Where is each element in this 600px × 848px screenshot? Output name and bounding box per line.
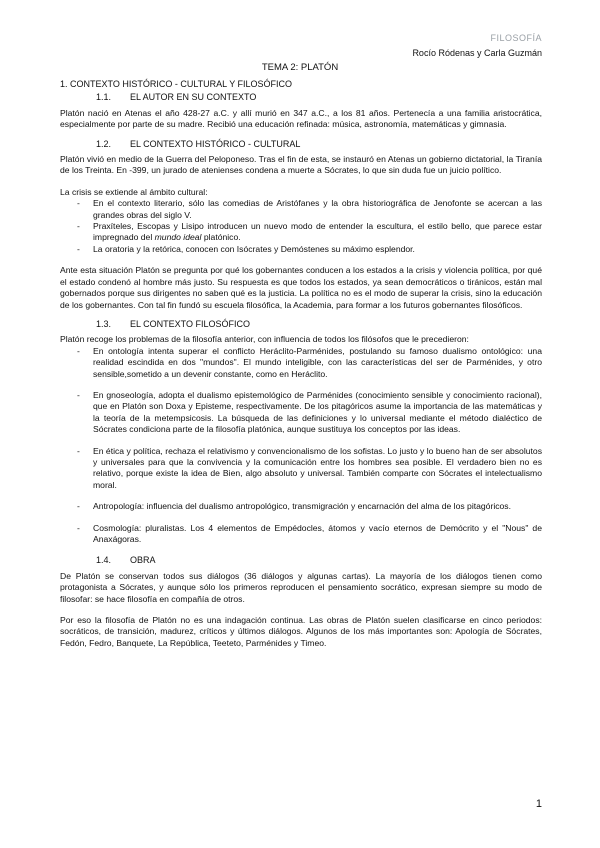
emphasis-text: mundo ideal bbox=[154, 232, 202, 243]
subsection-number: 1.4. bbox=[96, 555, 112, 566]
subsection-heading-1-1 bbox=[60, 92, 542, 103]
header-authors: Rocío Ródenas y Carla Guzmán bbox=[412, 48, 542, 58]
subsection-number: 1.1. bbox=[96, 92, 112, 103]
subsection-heading-1-4 bbox=[60, 555, 542, 566]
list-item: - En ética y política, rechaza el relativismo y convencionalismo de los sofistas. Lo justo y lo bueno han de ser absolutos y universales para que la convivencia y la comunicación entre los hombres sea posible. El verdadero bien no es relativo, porque existe la idea de Bien, algo absoluto y universal. También comparte con Sócrates el intelectualismo moral. bbox=[60, 446, 542, 492]
list-item-text: platónico. bbox=[201, 232, 241, 243]
header-subject: FILOSOFÍA bbox=[490, 33, 542, 43]
list-item: - Antropología: influencia del dualismo antropológico, transmigración y encarnación del alma de los pitagóricos. bbox=[60, 501, 542, 512]
list-item-text: Praxíteles, Escopas y Lisipo introducen un nuevo modo de entender la escultura, el estilo bello, que parece estar impregnado del bbox=[93, 221, 542, 243]
document-body bbox=[60, 79, 542, 649]
list-item: - En gnoseología, adopta el dualismo epistemológico de Parménides (conocimiento sensible y conocimiento racional), que en Platón son Doxa y Episteme, respectivamente. De los pitagóricos asume la importancia de las matemáticas y la teoría de la metempsicosis. La búsqueda de las definiciones y lo universal mediante el método dialéctico de Sócrates condiciona parte de la filosofía platónica, aunque sustituya los conceptos por las ideas. bbox=[60, 390, 542, 436]
subsection-title: EL CONTEXTO FILOSÓFICO bbox=[130, 318, 251, 329]
subsection-number: 1.2. bbox=[96, 138, 112, 149]
section-heading: 1. CONTEXTO HISTÓRICO - CULTURAL Y FILOSÓFICO bbox=[60, 79, 293, 89]
paragraph: Ante esta situación Platón se pregunta por qué los gobernantes conducen a los estados a la crisis y violencia política, por qué el estado condenó al hombre más justo. Su respuesta es que todos los estados, ya sean democráticos o tiránicos, están mal gobernados porque sus dirigentes no saben qué es la justicia. La política no es el modo de superar la crisis, sino la educación de los gobernantes. Con tal fin fundó su escuela filosófica, la Academia, para formar a los futuros gobernantes filosóficos. bbox=[60, 265, 542, 310]
paragraph: De Platón se conservan todos sus diálogos (36 diálogos y algunas cartas). La mayoría de los diálogos tienen como protagonista a Sócrates, y aunque sólo los primeros reproducen el pensamiento socrático, expresan siempre su modo de filosofar: se hace filosofía en compañía de otros. bbox=[60, 570, 542, 604]
bullet-list bbox=[60, 198, 542, 255]
paragraph: Platón vivió en medio de la Guerra del Peloponeso. Tras el fin de esta, se instauró en Atenas un gobierno dictatorial, la Tiranía de los Treinta. En -399, un jurado de atenienses condena a muerte a Sócrates, lo que sin duda fue un juicio político. bbox=[60, 154, 542, 176]
subsection-title: EL CONTEXTO HISTÓRICO - CULTURAL bbox=[130, 138, 301, 149]
document-title: TEMA 2: PLATÓN bbox=[261, 62, 339, 73]
paragraph: Platón recoge los problemas de la filosofía anterior, con influencia de todos los filósofos que le precedieron: bbox=[60, 334, 469, 345]
list-item: - La oratoria y la retórica, conocen con Isócrates y Demóstenes su máximo esplendor. bbox=[60, 244, 542, 255]
list-item: - En ontología intenta superar el conflicto Heráclito-Parménides, postulando su famoso dualismo ontológico: una realidad escindida en dos "mundos". El mundo inteligible, con las características del ser de Parménides, y otro sensible,sometido a un devenir constante, como en Heráclito. bbox=[60, 346, 542, 380]
subsection-title: EL AUTOR EN SU CONTEXTO bbox=[130, 92, 257, 103]
list-item: - Cosmología: pluralistas. Los 4 elementos de Empédocles, átomos y vacío eternos de Demócrito y el "Nous" de Anaxágoras. bbox=[60, 523, 542, 546]
list-item bbox=[60, 221, 542, 244]
page-number: 1 bbox=[535, 798, 542, 810]
paragraph: La crisis se extiende al ámbito cultural: bbox=[60, 186, 208, 197]
paragraph: Por eso la filosofía de Platón no es una indagación continua. Las obras de Platón suelen clasificarse en cinco periodos: socráticos, de transición, madurez, críticos y últimos diálogos. Algunos de los más importantes son: Apología de Sócrates, Fedón, Fedro, Banquete, La República, Teeteto, Parménides y Timeo. bbox=[60, 615, 542, 648]
subsection-title: OBRA bbox=[130, 555, 156, 566]
list-item: - En el contexto literario, sólo las comedias de Aristófanes y la obra historiográfica de Jenofonte se acercan a las grandes obras del siglo V. bbox=[60, 198, 542, 221]
subsection-heading-1-2 bbox=[60, 139, 542, 150]
bullet-list bbox=[60, 346, 542, 546]
subsection-number: 1.3. bbox=[96, 318, 112, 329]
paragraph: Platón nació en Atenas el año 428-27 a.C. y allí murió en 347 a.C., a los 81 años. Pertenecía a una familia aristocrática, especialmente por parte de su madre. Recibió una educación refinada: música, astronomía, matemáticas y gimnasia. bbox=[60, 107, 542, 130]
subsection-heading-1-3 bbox=[60, 319, 542, 330]
